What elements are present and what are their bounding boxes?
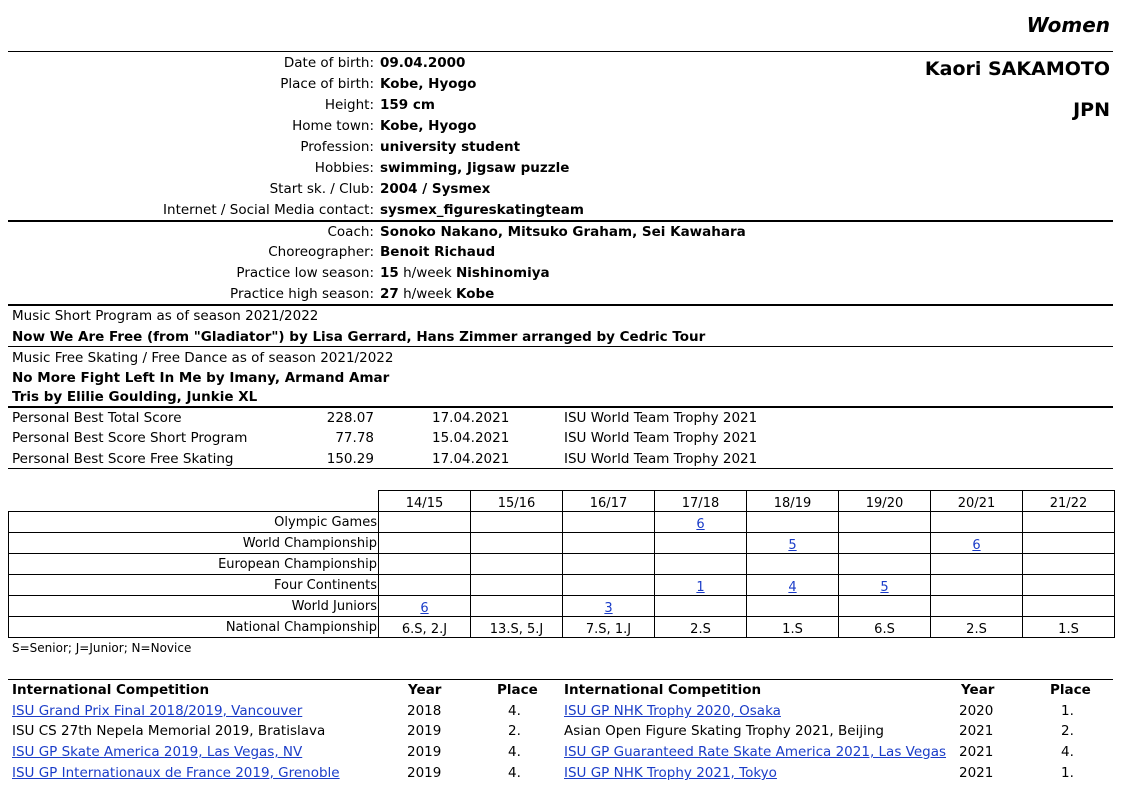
fs-music-title: No More Fight Left In Me by Imany, Armand Amar [12,370,390,386]
bio-label: Hobbies: [314,160,374,176]
table-corner [9,491,379,512]
competition-place: 4. [508,744,521,760]
coach-label: Coach: [327,224,374,240]
pb-score: 150.29 [326,451,374,467]
competition-year: 2021 [959,744,994,760]
practice-low-hours: 15 [380,265,399,281]
season-header: 16/17 [563,491,655,512]
sp-music-title: Now We Are Free (from "Gladiator") by Lisa Gerrard, Hans Zimmer arranged by Cedric Tour [12,329,706,345]
result-cell: 7.S, 1.J [563,617,655,638]
pb-event: ISU World Team Trophy 2021 [564,451,758,467]
practice-high-unit: h/week [403,286,452,302]
bio-value: university student [380,139,521,155]
competition-place: 2. [508,723,521,739]
bio-label: Start sk. / Club: [269,181,374,197]
skater-country: JPN [1073,99,1110,121]
event-label: European Championship [9,554,379,575]
coaching-divider [8,304,1113,306]
season-header: 18/19 [747,491,839,512]
intl-col-competition: International Competition [564,682,762,698]
result-link[interactable]: 6 [420,601,429,616]
season-header: 19/20 [839,491,931,512]
competition-name: Asian Open Figure Skating Trophy 2021, Beijing [564,723,884,739]
intl-col-competition: International Competition [12,682,210,698]
competition-link[interactable]: ISU GP Guaranteed Rate Skate America 2021, Las Vegas [564,744,947,760]
bio-label: Internet / Social Media contact: [163,202,374,218]
pb-divider [8,468,1113,469]
pb-label: Personal Best Score Free Skating [12,451,234,467]
bio-value: sysmex_figureskatingteam [380,202,584,218]
practice-low-place: Nishinomiya [455,265,550,281]
bio-value: swimming, Jigsaw puzzle [380,160,570,176]
competition-year: 2019 [407,744,442,760]
result-link[interactable]: 1 [696,580,705,595]
season-header: 17/18 [655,491,747,512]
pb-date: 17.04.2021 [432,451,510,467]
table-row [9,554,1115,575]
season-header: 15/16 [471,491,563,512]
pb-event: ISU World Team Trophy 2021 [564,410,758,426]
event-label: World Championship [9,533,379,554]
event-label: Four Continents [9,575,379,596]
bio-label: Place of birth: [280,76,374,92]
bio-label: Home town: [292,118,374,134]
practice-low-label: Practice low season: [236,265,374,281]
result-cell: 2.S [931,617,1023,638]
pb-label: Personal Best Score Short Program [12,430,248,446]
coach-value: Sonoko Nakano, Mitsuko Graham, Sei Kawahara [380,224,746,240]
result-link[interactable]: 3 [604,601,613,616]
pb-label: Personal Best Total Score [12,410,182,426]
bio-value: 09.04.2000 [380,55,466,71]
table-row [9,533,1115,554]
competition-place: 4. [1061,744,1074,760]
season-results-table [8,490,1115,638]
competition-link[interactable]: ISU GP Internationaux de France 2019, Grenoble [12,765,340,781]
result-link[interactable]: 5 [788,538,797,553]
pb-score: 77.78 [335,430,374,446]
choreographer-value: Benoit Richaud [380,244,496,260]
result-cell: 1.S [747,617,839,638]
event-label: World Juniors [9,596,379,617]
bio-value: 2004 / Sysmex [380,181,491,197]
competition-year: 2019 [407,723,442,739]
result-link[interactable]: 4 [788,580,797,595]
result-cell: 1.S [1023,617,1115,638]
competition-year: 2021 [959,723,994,739]
competition-place: 4. [508,703,521,719]
pb-event: ISU World Team Trophy 2021 [564,430,758,446]
bio-value: Kobe, Hyogo [380,118,477,134]
competition-year: 2018 [407,703,442,719]
table-row [9,512,1115,533]
bio-divider [8,220,1113,222]
intl-col-year: Year [408,682,442,698]
fs-music-heading: Music Free Skating / Free Dance as of season 2021/2022 [12,350,394,366]
result-link[interactable]: 5 [880,580,889,595]
choreographer-label: Choreographer: [268,244,374,260]
bio-label: Profession: [300,139,374,155]
season-header: 20/21 [931,491,1023,512]
sp-music-heading: Music Short Program as of season 2021/2022 [12,308,319,324]
result-cell: 13.S, 5.J [471,617,563,638]
season-header: 21/22 [1023,491,1115,512]
bio-label: Date of birth: [283,55,374,71]
competition-link[interactable]: ISU Grand Prix Final 2018/2019, Vancouver [12,703,303,719]
pb-score: 228.07 [326,410,374,426]
sp-music-divider [8,346,1113,347]
practice-low-value [380,265,550,281]
competition-link[interactable]: ISU GP NHK Trophy 2020, Osaka [564,703,781,719]
intl-divider [8,679,1113,680]
result-cell: 6.S [839,617,931,638]
result-link[interactable]: 6 [972,538,981,553]
event-label: National Championship [9,617,379,638]
practice-high-label: Practice high season: [230,286,374,302]
bio-value: 159 cm [380,97,435,113]
practice-high-place: Kobe [455,286,495,302]
table-row [9,617,1115,638]
event-label: Olympic Games [9,512,379,533]
intl-col-place: Place [497,682,538,698]
music-divider [8,406,1113,408]
competition-place: 1. [1061,703,1074,719]
season-header: 14/15 [379,491,471,512]
competition-place: 1. [1061,765,1074,781]
pb-date: 15.04.2021 [432,430,510,446]
table-row [9,575,1115,596]
season-header-row [9,491,1115,512]
competition-link[interactable]: ISU GP NHK Trophy 2021, Tokyo [564,765,777,781]
competition-link[interactable]: ISU GP Skate America 2019, Las Vegas, NV [12,744,303,760]
table-row [9,596,1115,617]
intl-col-year: Year [961,682,995,698]
result-cell: 2.S [655,617,747,638]
bio-label: Height: [324,97,374,113]
practice-high-value [380,286,494,302]
competition-year: 2021 [959,765,994,781]
competition-year: 2020 [959,703,994,719]
intl-col-place: Place [1050,682,1091,698]
practice-high-hours: 27 [380,286,399,302]
skater-name: Kaori SAKAMOTO [924,58,1110,80]
header-divider [8,51,1113,52]
category-title: Women [1026,13,1110,37]
competition-place: 2. [1061,723,1074,739]
bio-value: Kobe, Hyogo [380,76,477,92]
competition-year: 2019 [407,765,442,781]
competition-place: 4. [508,765,521,781]
level-legend: S=Senior; J=Junior; N=Novice [12,641,192,655]
practice-low-unit: h/week [403,265,452,281]
result-cell: 6.S, 2.J [379,617,471,638]
result-link[interactable]: 6 [696,517,705,532]
pb-date: 17.04.2021 [432,410,510,426]
fs-music-title: Tris by Elilie Goulding, Junkie XL [12,389,258,405]
competition-name: ISU CS 27th Nepela Memorial 2019, Bratislava [12,723,326,739]
